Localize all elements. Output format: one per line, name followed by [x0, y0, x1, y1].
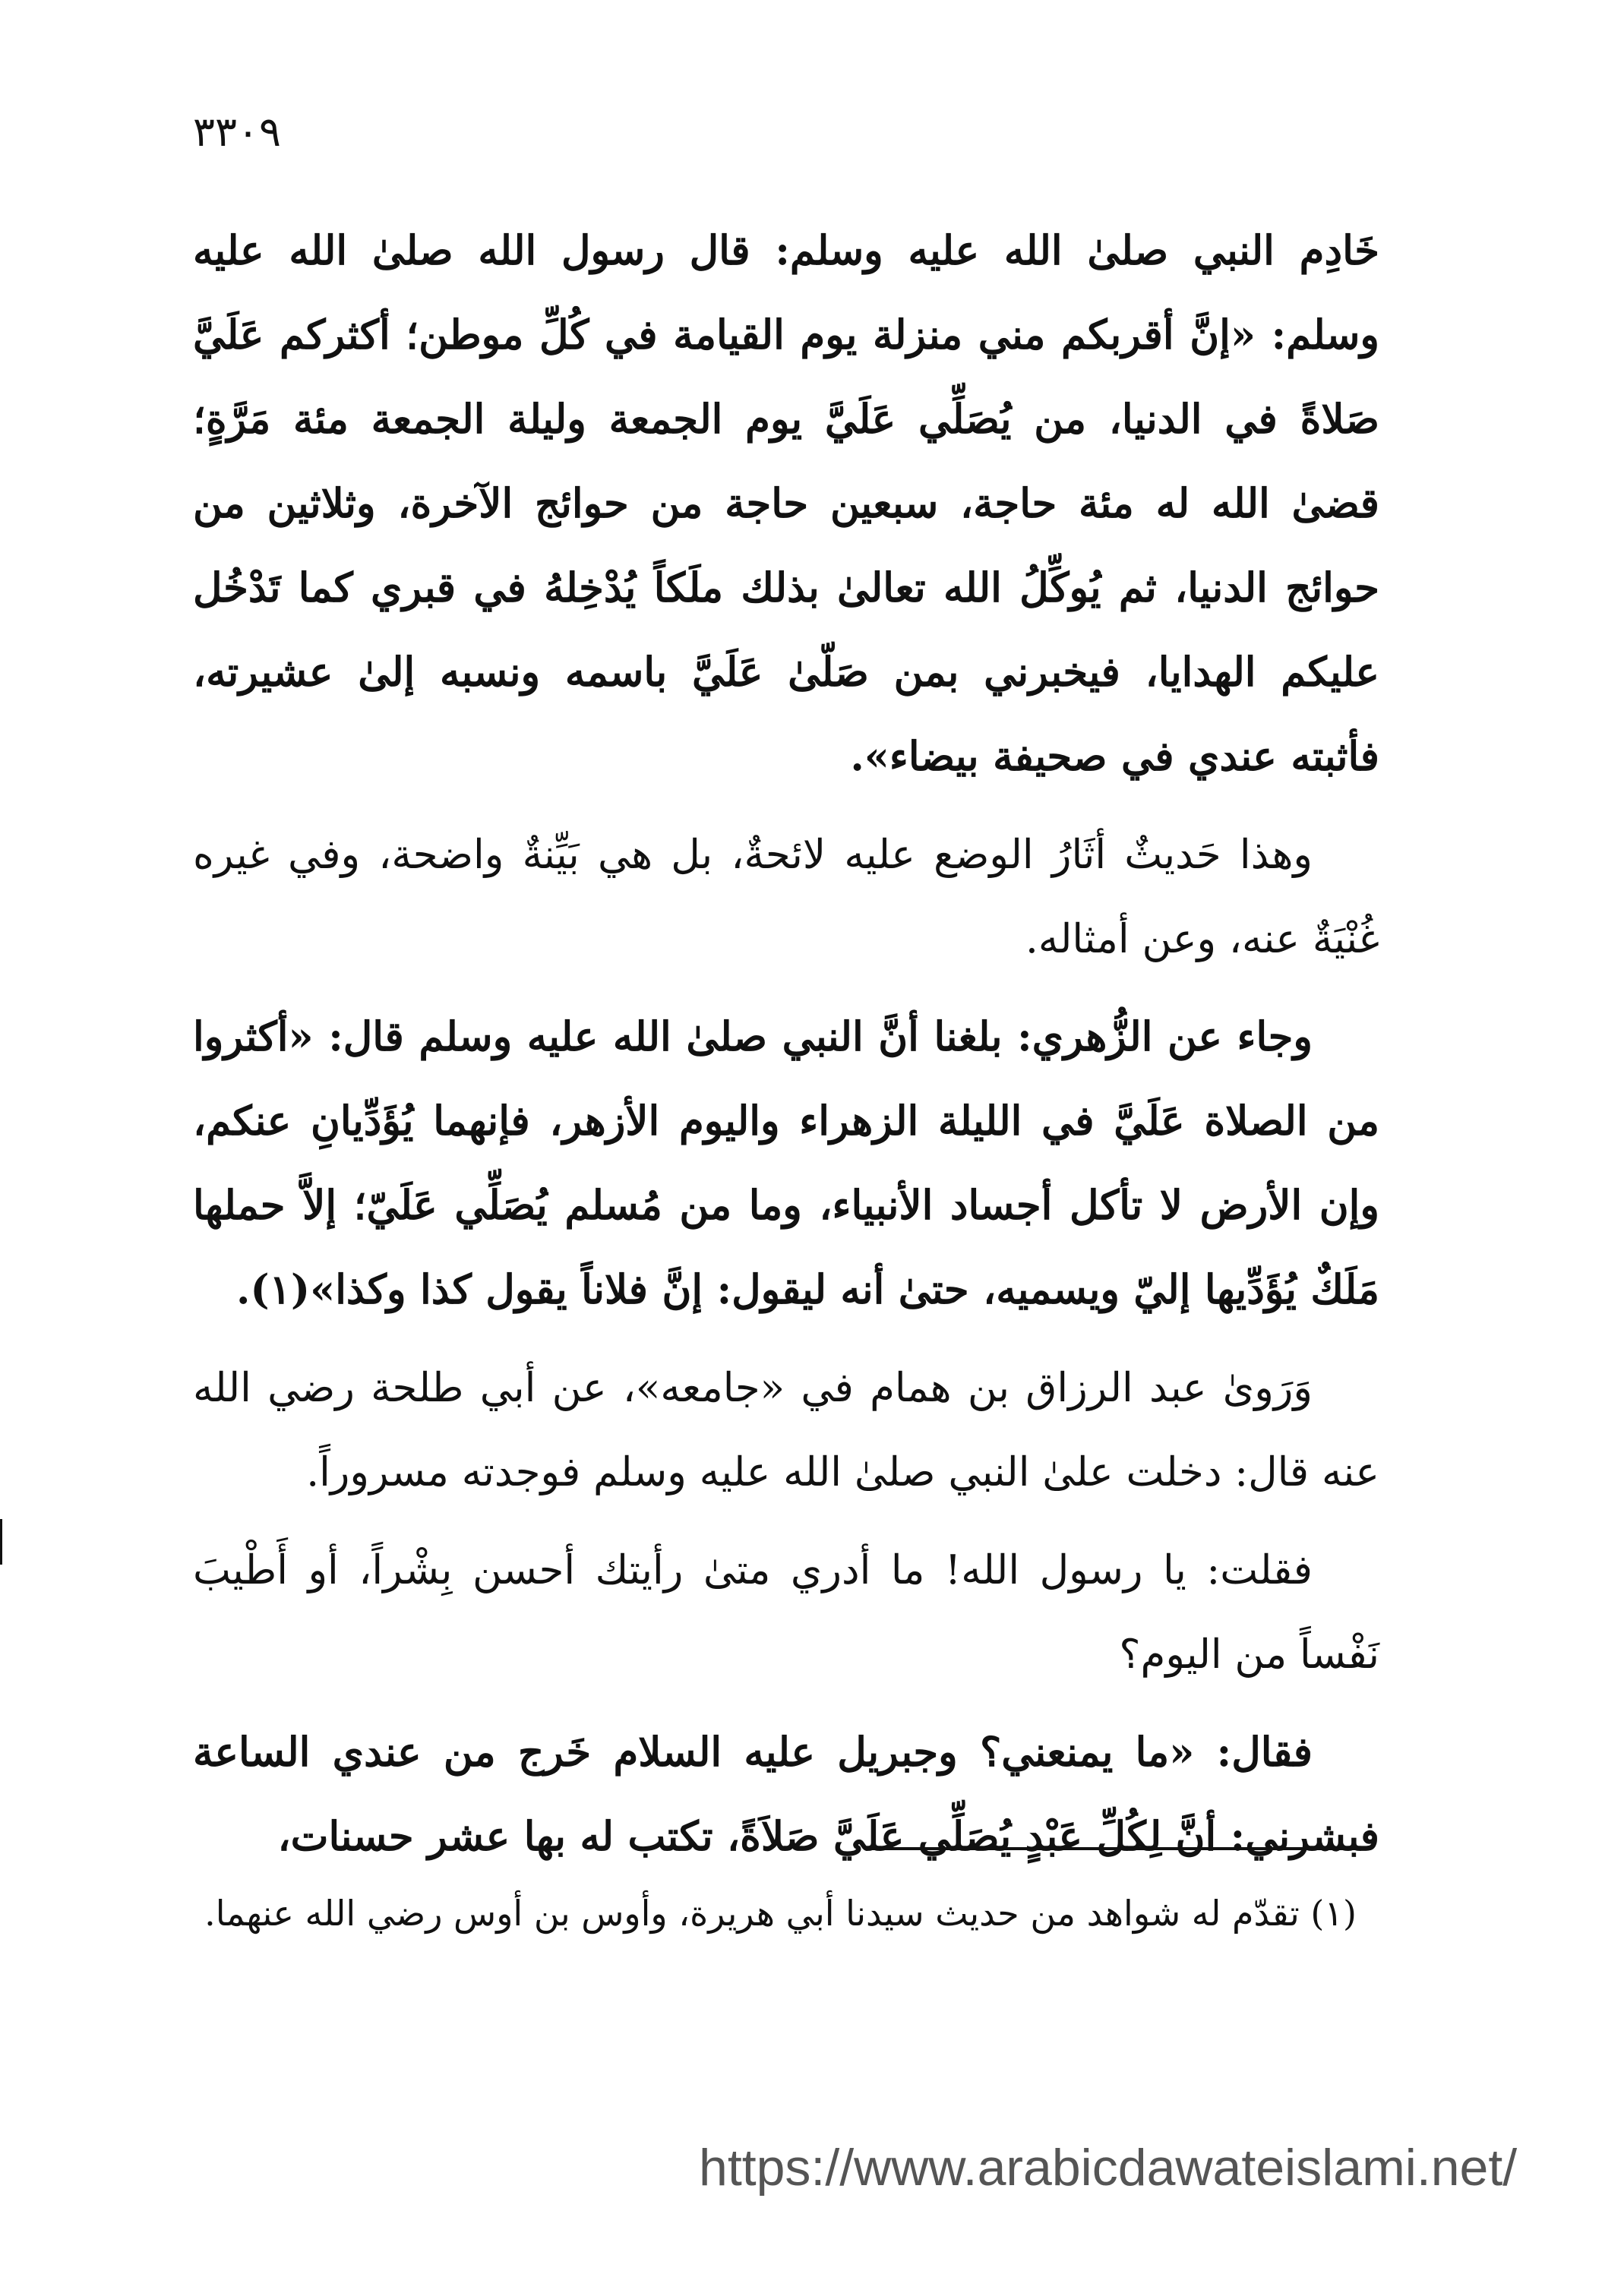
paragraph-narration: وَرَوىٰ عبد الرزاق بن همام في «جامعه»، عن أبي طلحة رضي الله عنه قال: دخلت علىٰ النبي صلىٰ الله عليه وسلم فوجدته مسروراً. — [193, 1365, 1379, 1495]
paragraph-answer: فقال: «ما يمنعني؟ وجبريل عليه السلام خَرج من عندي الساعة فبشرني: أنَّ لِكُلِّ عَبْدٍ يُصَلِّي عَلَيَّ صَلاَةً، تكتب له بها عشر حسنات، — [193, 1729, 1379, 1860]
footnotes — [193, 1876, 1379, 1950]
paragraph-commentary: وهذا حَديثٌ أثَارُ الوضع عليه لائحةٌ، بل هي بَيِّنةٌ واضحة، وفي غيره غُنْيَةٌ عنه، وعن أمثاله. — [193, 832, 1379, 962]
main-text — [193, 209, 1379, 1893]
paragraph-question: فقلت: يا رسول الله! ما أدري متىٰ رأيتك أحسن بِشْراً، أو أَطْيبَ نَفْساً من اليوم؟ — [193, 1547, 1379, 1678]
margin-mark — [0, 1519, 2, 1565]
watermark-url: https://www.arabicdawateislami.net/ — [699, 2139, 1518, 2197]
paragraph-hadith-1: خَادِم النبي صلىٰ الله عليه وسلم: قال رسول الله صلىٰ الله عليه وسلم: «إنَّ أقربكم مني منزلة يوم القيامة في كُلِّ موطن؛ أكثركم عَلَيَّ صَلاةً في الدنيا، من يُصَلِّي عَلَيَّ يوم الجمعة وليلة الجمعة مئة مَرَّةٍ؛ قضىٰ الله له مئة حاجة، سبعين حاجة من حوائج الآخرة، وثلاثين من حوائج الدنيا، ثم يُوكِّلُ الله تعالىٰ بذلك ملَكاً يُدْخِلهُ في قبري كما تَدْخُل عليكم الهدايا، فيخبرني بمن صَلّىٰ عَلَيَّ باسمه ونسبه إلىٰ عشيرته، فأثبته عندي في صحيفة بيضاء». — [193, 227, 1379, 780]
page-number: ٣٣٠٩ — [193, 108, 282, 156]
footnote-divider — [866, 1847, 1371, 1850]
paragraph-hadith-2: وجاء عن الزُّهري: بلغنا أنَّ النبي صلىٰ الله عليه وسلم قال: «أكثروا من الصلاة عَلَيَّ في الليلة الزهراء واليوم الأزهر، فإنهما يُؤَدِّيانِ عنكم، وإن الأرض لا تأكل أجساد الأنبياء، وما من مُسلم يُصَلِّي عَلَيّ؛ إلاَّ حملها مَلَكٌ يُؤَدِّيها إليّ ويسميه، حتىٰ أنه ليقول: إنَّ فلاناً يقول كذا وكذا»(١). — [193, 1013, 1379, 1313]
footnote-1: (١) تقدّم له شواهد من حديث سيدنا أبي هريرة، وأوس بن أوس رضي الله عنهما. — [204, 1893, 1357, 1934]
